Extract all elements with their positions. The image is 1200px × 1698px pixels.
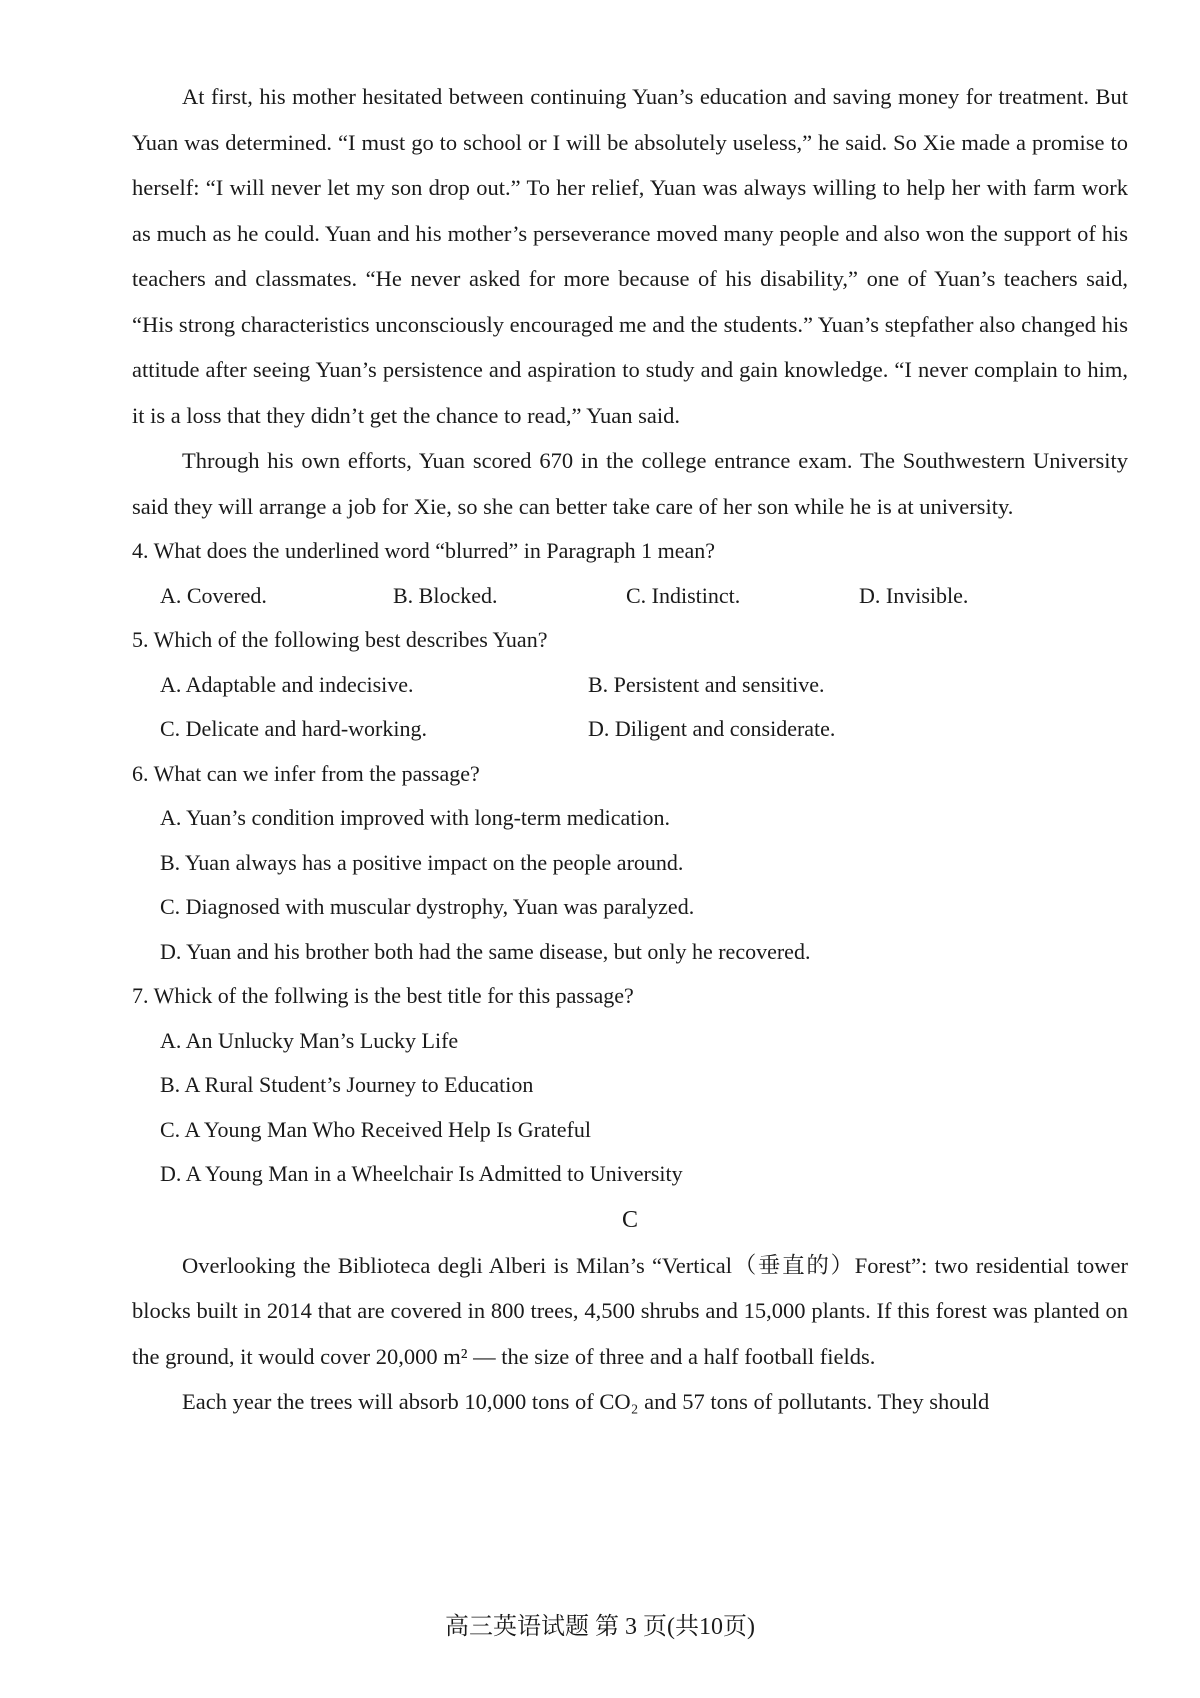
option-a: A. Covered. (160, 582, 267, 608)
option-a: A. Adaptable and indecisive. (160, 671, 414, 697)
option-a: A. An Unlucky Man’s Lucky Life (160, 1027, 459, 1053)
question-stem: 4. What does the underlined word “blurred” in Paragraph 1 mean? (132, 538, 715, 563)
passage-b-paragraph-2: Through his own efforts, Yuan scored 670 in the college entrance exam. The Southwestern University said they will arrange a job for Xie, so she can better take care of her son while he is at university. (132, 448, 1128, 519)
question-5 (132, 618, 1128, 752)
options-row (132, 707, 1128, 752)
question-stem: 7. Whick of the follwing is the best title for this passage? (132, 983, 634, 1008)
option-d: D. Yuan and his brother both had the same disease, but only he recovered. (160, 938, 811, 964)
option-d: D. Invisible. (859, 582, 969, 608)
passage-b-paragraph-1: At first, his mother hesitated between continuing Yuan’s education and saving money for treatment. But Yuan was determined. “I must go to school or I will be absolutely useless,” he said. So Xie made a promise to herself: “I will never let my son drop out.” To her relief, Yuan was always willing to help her with farm work as much as he could. Yuan and his mother’s perseverance moved many people and also won the support of his teachers and classmates. “He never asked for more because of his disability,” one of Yuan’s teachers said, “His strong characteristics unconsciously encouraged me and the students.” Yuan’s stepfather also changed his attitude after seeing Yuan’s persistence and aspiration to study and gain knowledge. “I never complain to him, it is a loss that they didn’t get the chance to read,” Yuan said. (132, 84, 1128, 428)
question-stem: 5. Which of the following best describes Yuan? (132, 627, 548, 652)
option-b: B. A Rural Student’s Journey to Education (160, 1072, 534, 1097)
option-c: C. Indistinct. (626, 582, 741, 608)
section-heading: C (621, 1206, 638, 1233)
option-d: D. Diligent and considerate. (588, 716, 836, 741)
option-c: C. Diagnosed with muscular dystrophy, Yuan was paralyzed. (160, 894, 695, 919)
option-d: D. A Young Man in a Wheelchair Is Admitted to University (160, 1161, 683, 1186)
passage-c-paragraph-1: Overlooking the Biblioteca degli Alberi is Milan’s “Vertical（垂直的）Forest”: two residential tower blocks built in 2014 that are covered in 800 trees, 4,500 shrubs and 15,000 plants. If this forest was planted on the ground, it would cover 20,000 m² — the size of three and a half football fields. (132, 1252, 1128, 1369)
option-b: B. Blocked. (393, 582, 498, 608)
options-row (132, 663, 1128, 708)
option-b: B. Persistent and sensitive. (588, 671, 825, 697)
option-c: C. A Young Man Who Received Help Is Grateful (160, 1116, 591, 1142)
question-6 (132, 752, 1128, 975)
question-7 (132, 974, 1128, 1197)
passage-c-paragraph-2: Each year the trees will absorb 10,000 tons of CO₂ and 57 tons of pollutants. They should (182, 1389, 990, 1414)
question-4 (132, 529, 1128, 618)
question-stem: 6. What can we infer from the passage? (132, 760, 480, 786)
option-b: B. Yuan always has a positive impact on the people around. (160, 849, 684, 875)
option-c: C. Delicate and hard-working. (160, 716, 427, 741)
page-footer: 高三英语试题 第 3 页(共10页) (445, 1614, 755, 1640)
options-row (132, 574, 1128, 619)
option-a: A. Yuan’s condition improved with long-term medication. (160, 805, 670, 830)
